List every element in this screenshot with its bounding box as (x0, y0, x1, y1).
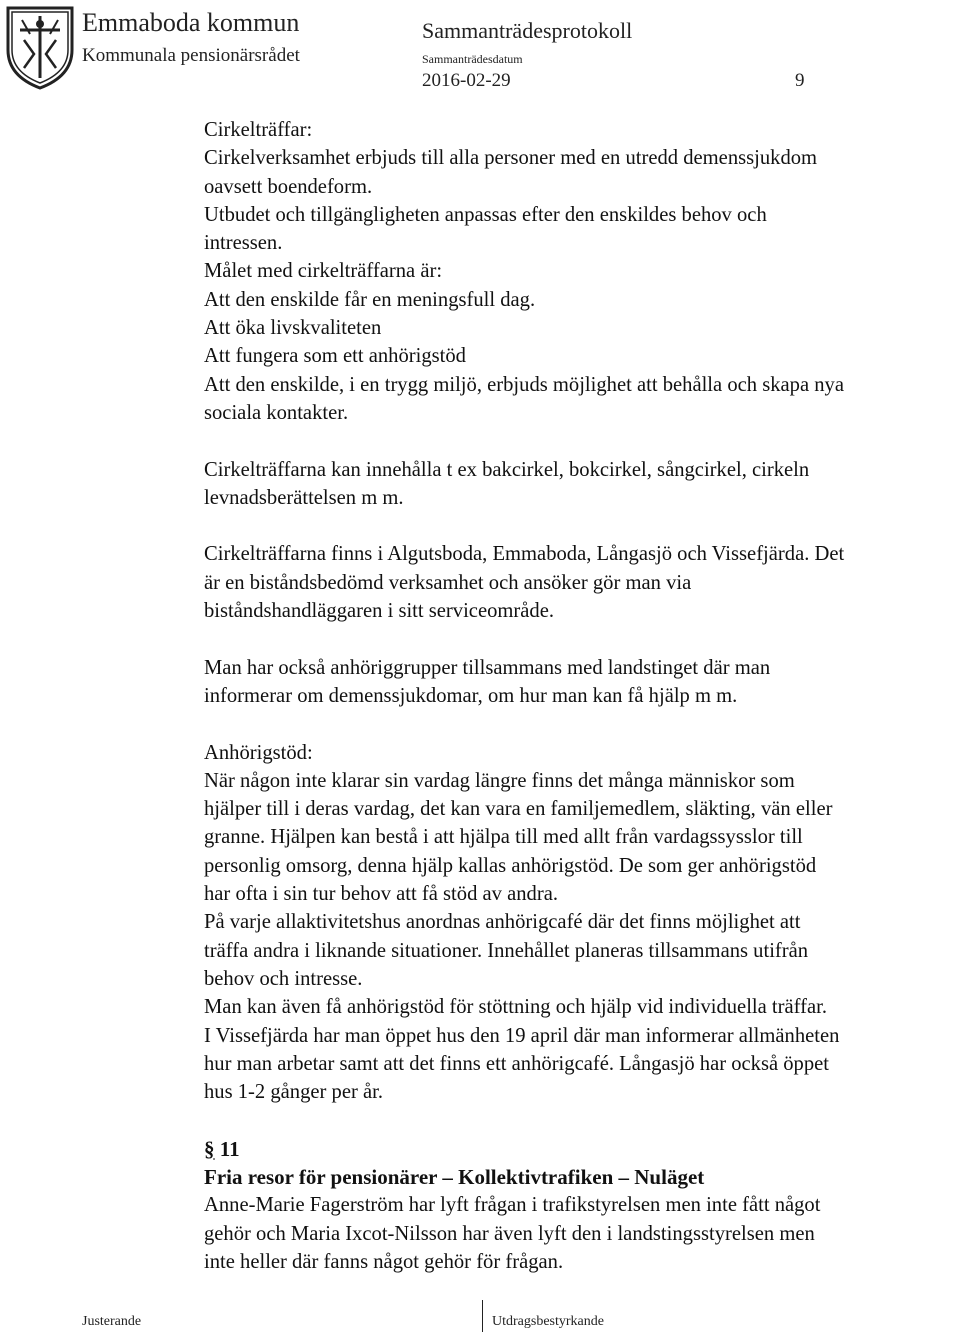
paragraph-gap (204, 710, 960, 738)
organization-name: Emmaboda kommun (82, 8, 300, 37)
body-line: har ofta i sin tur behov att få stöd av andra. (204, 883, 558, 906)
body-line: hus 1-2 gånger per år. (204, 1081, 383, 1104)
organization-department: Kommunala pensionärsrådet (82, 45, 300, 66)
body-line: Att fungera som ett anhörigstöd (204, 345, 466, 368)
body-line: personlig omsorg, denna hjälp kallas anhörigstöd. De som ger anhörigstöd (204, 854, 817, 877)
body-line: Utbudet och tillgängligheten anpassas efter den enskildes behov och (204, 203, 767, 226)
paragraph-gap (204, 1106, 960, 1134)
body-line: På varje allaktivitetshus anordnas anhörigcafé där det finns möjlighet att (204, 911, 801, 934)
body-line: Anne-Marie Fagerström har lyft frågan i trafikstyrelsen men inte fått något (204, 1194, 821, 1217)
page-number: 9 (795, 70, 805, 91)
paragraph-gap (204, 427, 960, 455)
body-line: gehör och Maria Ixcot-Nilsson har även lyft den i landstingsstyrelsen men (204, 1222, 815, 1245)
meeting-date-value: 2016-02-29 (422, 70, 511, 91)
body-line: granne. Hjälpen kan bestå i att hjälpa till med allt från vardagssysslor till (204, 826, 803, 849)
body-line: När någon inte klarar sin vardag längre finns det många människor som (204, 769, 795, 792)
body-line: Man kan även få anhörigstöd för stöttning och hjälp vid individuella träffar. (204, 996, 828, 1019)
body-line: Cirkelträffarna finns i Algutsboda, Emmaboda, Långasjö och Vissefjärda. Det (204, 543, 845, 566)
footer-justerande-label: Justerande (82, 1314, 142, 1329)
body-line: biståndshandläggaren i sitt serviceområde. (204, 600, 554, 623)
section-heading (204, 1135, 960, 1163)
body-line: intressen. (204, 232, 283, 255)
section-title: Fria resor för pensionärer – Kollektivtrafiken – Nuläget (204, 1164, 705, 1189)
section-number: 11 (214, 1136, 240, 1161)
body-line: träffa andra i liknande situationer. Innehållet planeras tillsammans utifrån (204, 939, 809, 962)
municipality-coat-of-arms-icon (4, 4, 76, 90)
body-line: Cirkelträffarna kan innehålla t ex bakcirkel, bokcirkel, sångcirkel, cirkeln (204, 458, 810, 481)
body-line: inte heller där fanns något gehör för frågan. (204, 1250, 564, 1273)
body-line: hur man arbetar samt att det finns ett anhörigcafé. Långasjö har också öppet (204, 1052, 830, 1075)
body-line: Att den enskilde får en meningsfull dag. (204, 288, 536, 311)
body-line: hjälper till i deras vardag, det kan vara en familjemedlem, släkting, vän eller (204, 798, 833, 821)
document-title: Sammanträdesprotokoll (422, 18, 633, 43)
footer-utdragsbestyrkande-label: Utdragsbestyrkande (492, 1314, 604, 1329)
body-line: Man har också anhöriggrupper tillsammans med landstinget där man (204, 656, 771, 679)
body-line: Cirkelverksamhet erbjuds till alla personer med en utredd demenssjukdom (204, 147, 818, 170)
body-line: är en biståndsbedömd verksamhet och ansöker gör man via (204, 571, 692, 594)
body-line: Cirkelträffar: (204, 119, 313, 141)
body-line: informerar om demenssjukdomar, om hur man kan få hjälp m m. (204, 684, 738, 707)
body-line: Att öka livskvaliteten (204, 317, 382, 340)
body-line: Anhörigstöd: (204, 741, 313, 764)
body-line: I Vissefjärda har man öppet hus den 19 april där man informerar allmänheten (204, 1024, 840, 1047)
body-line: oavsett boendeform. (204, 175, 373, 198)
document-body (204, 116, 960, 1276)
meeting-date-label: Sammanträdesdatum (422, 52, 523, 66)
paragraph-gap (204, 512, 960, 540)
body-line: sociala kontakter. (204, 401, 349, 424)
section-mark: § (204, 1136, 215, 1161)
body-line: levnadsberättelsen m m. (204, 486, 404, 509)
body-line: Målet med cirkelträffarna är: (204, 260, 443, 283)
paragraph-gap (204, 625, 960, 653)
footer-divider (482, 1300, 483, 1332)
body-line: Att den enskilde, i en trygg miljö, erbjuds möjlighet att behålla och skapa nya (204, 373, 844, 396)
body-line: behov och intresse. (204, 967, 363, 990)
